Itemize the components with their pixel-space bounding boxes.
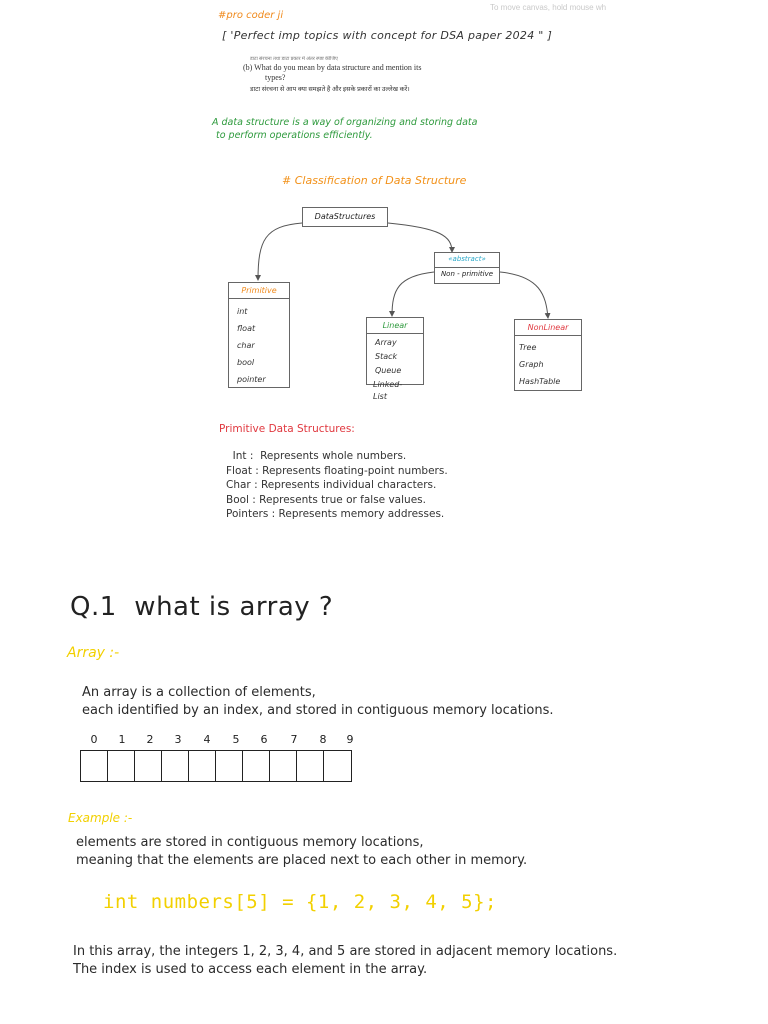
nonlinear-item: Graph: [519, 360, 544, 369]
primitive-structure-line: Int : Represents whole numbers.: [226, 450, 407, 462]
linear-item: Array: [375, 338, 397, 347]
classification-title: # Classification of Data Structure: [282, 174, 467, 187]
primitive-item: int: [237, 307, 248, 316]
scanned-question: [243, 56, 453, 93]
primitive-node: [228, 282, 290, 388]
array-cell: [270, 751, 297, 781]
page-heading: [ 'Perfect imp topics with concept for DSA paper 2024 " ]: [222, 29, 553, 42]
primitive-item: bool: [237, 358, 255, 367]
primitive-structures-list: [226, 449, 448, 522]
primitive-structure-line: Bool : Represents true or false values.: [226, 493, 426, 506]
array-cells: [80, 750, 352, 782]
array-index: 1: [118, 733, 126, 746]
primitive-item: float: [237, 324, 256, 333]
array-index: 4: [203, 733, 211, 746]
author-handle: #pro coder ji: [218, 10, 284, 21]
nonlinear-item: Tree: [519, 343, 537, 352]
array-index: 0: [90, 733, 98, 746]
connector-abstract-nonlinear: [500, 272, 548, 318]
linear-node: [366, 317, 424, 401]
conclusion-line-1: In this array, the integers 1, 2, 3, 4, and 5 are stored in adjacent memory locations.: [73, 944, 618, 959]
array-cell: [324, 751, 351, 781]
array-cell: [108, 751, 135, 781]
data-structure-definition: [212, 116, 477, 142]
conclusion-line-2: The index is used to access each element in the array.: [73, 962, 428, 977]
connector-root-abstract: [388, 223, 452, 252]
array-definition: [82, 684, 554, 720]
array-index: 3: [174, 733, 182, 746]
q1-title: Q.1 what is array ?: [70, 592, 334, 622]
array-definition-line-1: An array is a collection of elements,: [82, 685, 316, 700]
example-line-2: meaning that the elements are placed next to each other in memory.: [76, 853, 528, 868]
array-cell: [243, 751, 270, 781]
example-explanation: [76, 834, 527, 870]
primitive-structure-line: Char : Represents individual characters.: [226, 479, 437, 491]
example-line-1: elements are stored in contiguous memory locations,: [76, 835, 424, 850]
array-index: 2: [146, 733, 154, 746]
primitive-structures-title: Primitive Data Structures:: [219, 423, 355, 435]
definition-line-2: to perform operations efficiently.: [216, 130, 373, 141]
nonlinear-node: [514, 319, 582, 391]
connector-root-primitive: [258, 223, 302, 280]
abstract-node: [434, 252, 500, 284]
array-cell: [189, 751, 216, 781]
scan-cut-line: डाटा संरचना तथा डाटा प्रकार में अंतर स्पष्ट कीजिए: [250, 57, 338, 62]
array-conclusion: [73, 943, 617, 979]
array-index: 8: [319, 733, 327, 746]
array-index: 6: [260, 733, 268, 746]
array-cell: [81, 751, 108, 781]
scan-question-line-2: types?: [265, 73, 286, 82]
array-index: 9: [346, 733, 354, 746]
array-definition-line-2: each identified by an index, and stored in contiguous memory locations.: [82, 703, 554, 718]
root-node-label: DataStructures: [314, 212, 376, 221]
linear-item: Stack: [375, 352, 398, 361]
primitive-header: Primitive: [229, 283, 289, 299]
linear-item: Linked-List: [373, 380, 403, 401]
scan-question-line-1: (b) What do you mean by data structure and mention its: [243, 63, 422, 72]
abstract-stereotype: «abstract»: [435, 253, 499, 268]
linear-item: Queue: [375, 366, 402, 375]
array-label: Array :-: [67, 645, 120, 661]
definition-line-1: A data structure is a way of organizing and storing data: [212, 117, 478, 128]
array-cell: [135, 751, 162, 781]
array-cell: [216, 751, 243, 781]
scan-question-hindi: डाटा संरचना से आप क्या समझते है और इसके प्रकारों का उल्लेख करें।: [250, 86, 410, 93]
array-index: 7: [290, 733, 298, 746]
primitive-structure-line: Pointers : Represents memory addresses.: [226, 508, 445, 520]
array-cell: [162, 751, 189, 781]
primitive-item: pointer: [237, 375, 266, 384]
nonlinear-item: HashTable: [519, 377, 561, 386]
connector-abstract-linear: [392, 272, 434, 316]
example-label: Example :-: [68, 811, 133, 825]
array-cell: [297, 751, 324, 781]
array-code-example: int numbers[5] = {1, 2, 3, 4, 5};: [103, 891, 497, 913]
canvas-hint: To move canvas, hold mouse wh: [490, 3, 607, 12]
root-node: [302, 207, 388, 227]
nonlinear-header: NonLinear: [515, 320, 581, 336]
primitive-structure-line: Float : Represents floating-point numbers.: [226, 464, 448, 477]
primitive-item: char: [237, 341, 255, 350]
abstract-name: Non - primitive: [440, 270, 494, 278]
linear-header: Linear: [367, 318, 423, 334]
array-index: 5: [232, 733, 240, 746]
